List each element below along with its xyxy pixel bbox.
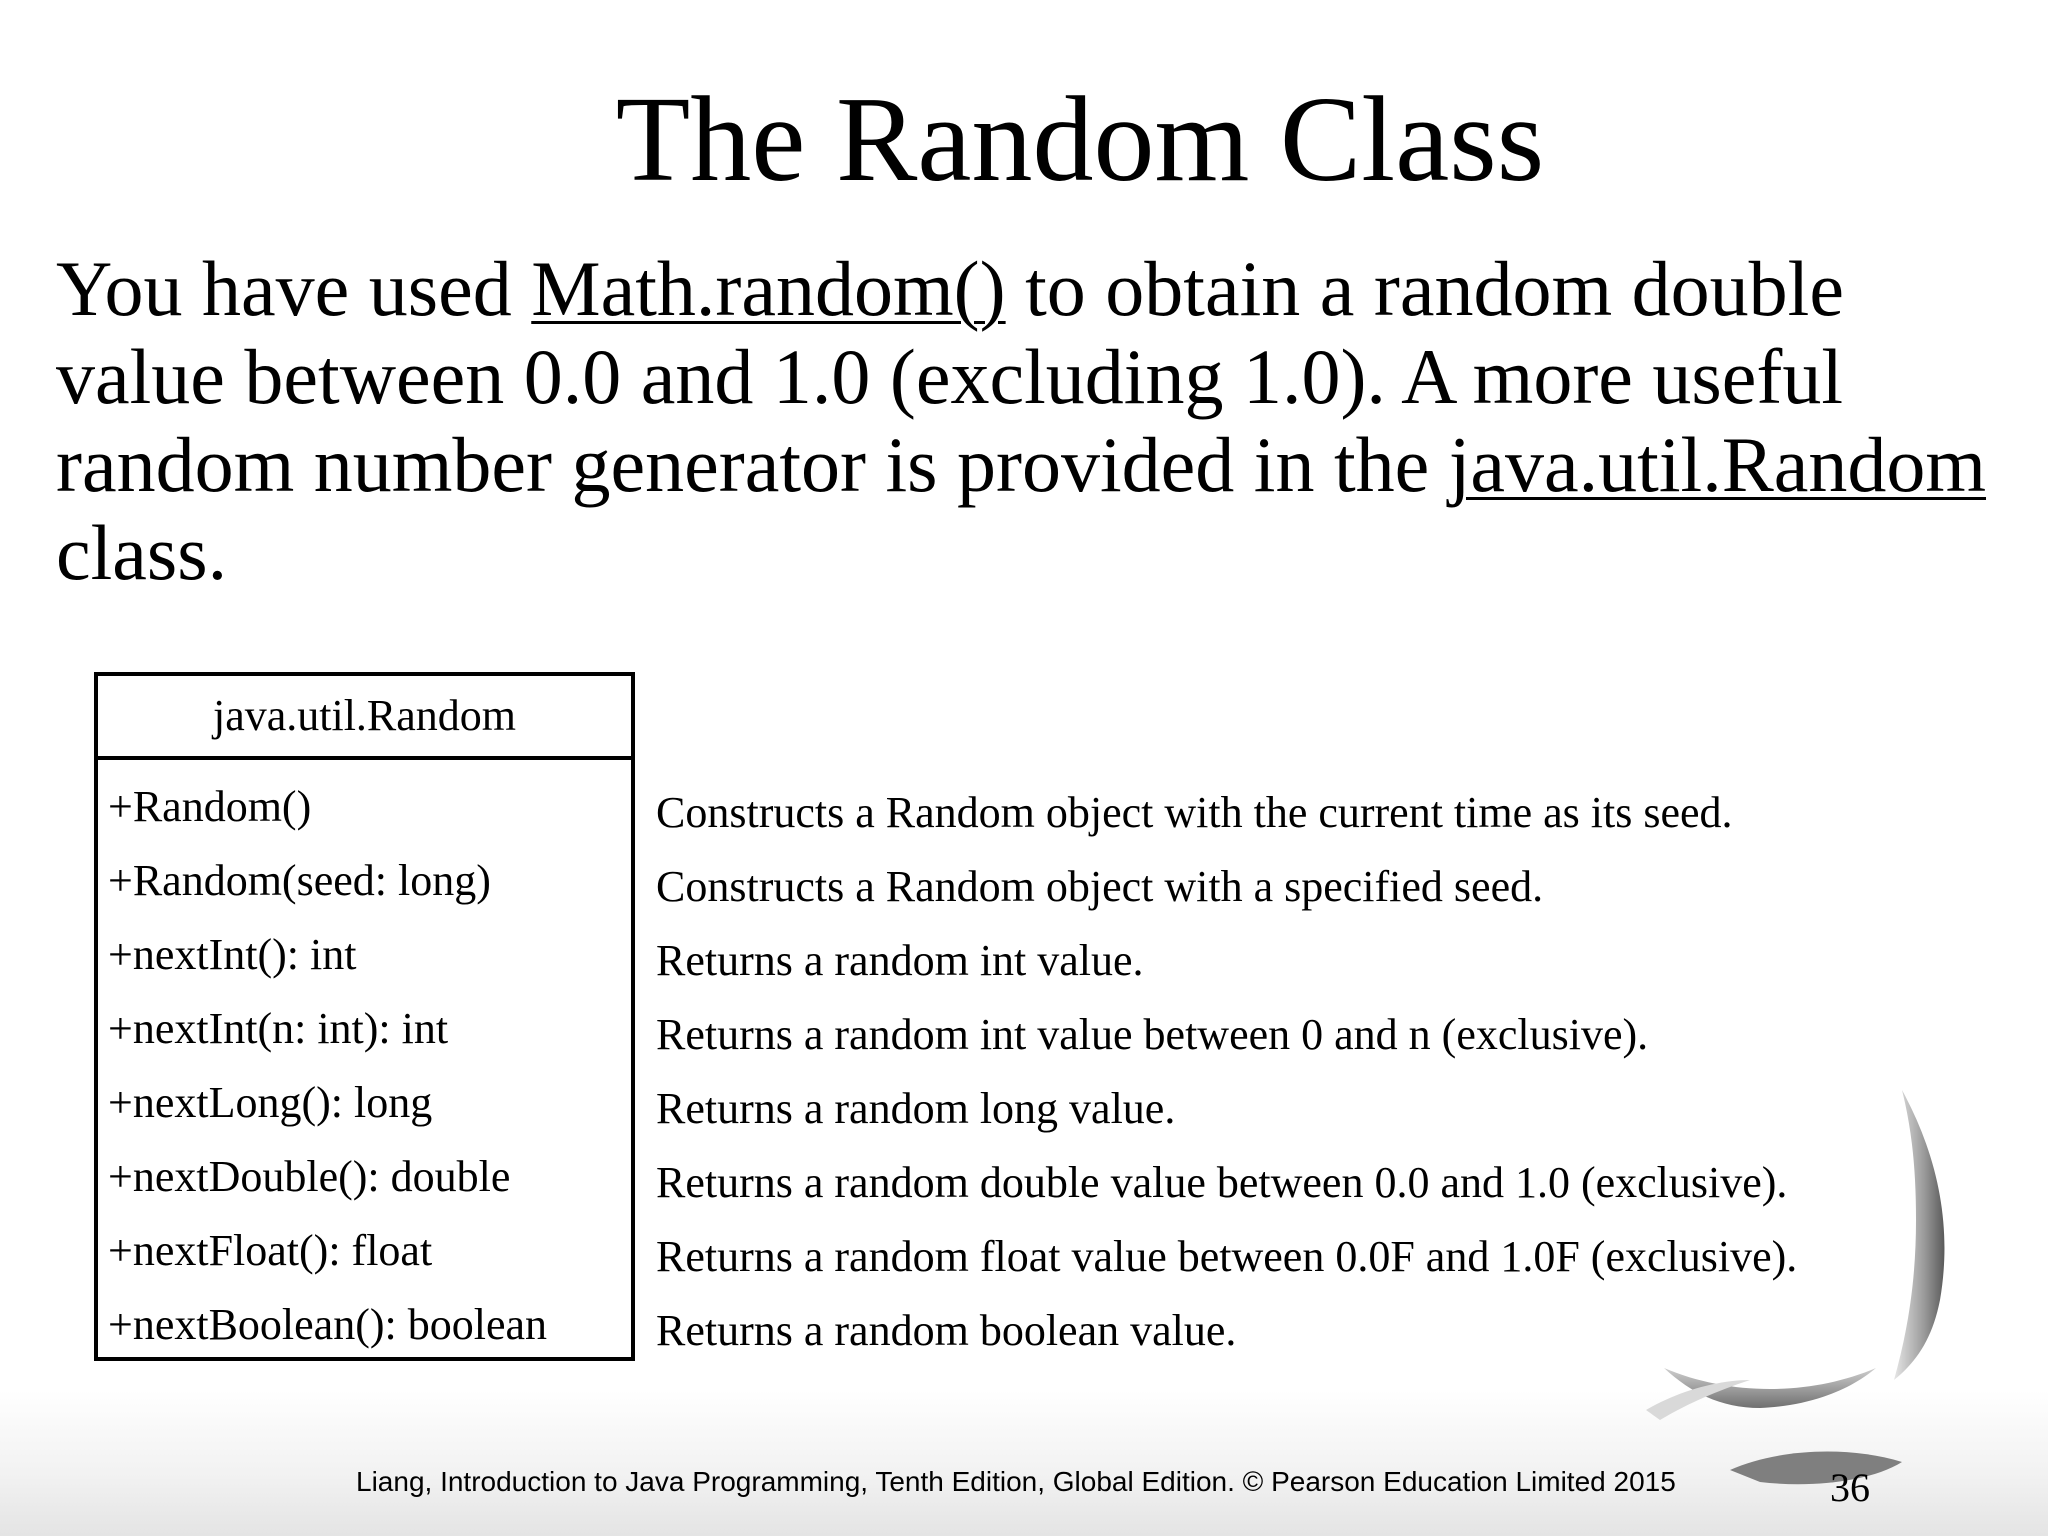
intro-text: random number generator is provided in the: [56, 421, 1449, 508]
uml-method: +nextBoolean(): boolean: [108, 1300, 548, 1349]
method-descriptions: [656, 776, 1986, 1368]
intro-text: You have used: [56, 245, 532, 332]
uml-methods-list: [98, 760, 631, 1362]
uml-method: +nextLong(): long: [108, 1078, 433, 1127]
intro-line-1: [56, 245, 2046, 333]
math-random-link: Math.random(): [531, 245, 1006, 332]
intro-line-2: value between 0.0 and 1.0 (excluding 1.0). A more useful: [56, 333, 1844, 420]
method-description: Returns a random long value.: [656, 1084, 1176, 1133]
uml-method: +nextInt(n: int): int: [108, 1004, 449, 1053]
method-description: Returns a random int value between 0 and n (exclusive).: [656, 1010, 1649, 1059]
uml-method: +nextDouble(): double: [108, 1152, 511, 1201]
uml-method: +nextInt(): int: [108, 930, 357, 979]
method-description: Returns a random boolean value.: [656, 1306, 1237, 1355]
method-description: Returns a random float value between 0.0F and 1.0F (exclusive).: [656, 1232, 1798, 1281]
footer-citation: Liang, Introduction to Java Programming, Tenth Edition, Global Edition. © Pearson Education Limited 2015: [356, 1466, 1676, 1497]
uml-method: +Random(): [108, 782, 312, 831]
uml-class-box: [94, 672, 635, 1361]
intro-paragraph: [56, 245, 2046, 597]
method-description: Constructs a Random object with the current time as its seed.: [656, 788, 1733, 837]
intro-line-4: class.: [56, 509, 228, 596]
method-description: Returns a random double value between 0.0 and 1.0 (exclusive).: [656, 1158, 1788, 1207]
uml-class-name: java.util.Random: [98, 676, 631, 760]
java-util-random-link: java.util.Random: [1448, 421, 1987, 508]
intro-text: to obtain a random double: [1005, 245, 1844, 332]
method-description: Returns a random int value.: [656, 936, 1144, 985]
method-description: Constructs a Random object with a specified seed.: [656, 862, 1544, 911]
slide-title: The Random Class: [615, 72, 1545, 207]
page-number: 36: [1830, 1465, 1870, 1510]
uml-method: +nextFloat(): float: [108, 1226, 433, 1275]
uml-method: +Random(seed: long): [108, 856, 491, 905]
intro-line-3: [56, 421, 2046, 509]
